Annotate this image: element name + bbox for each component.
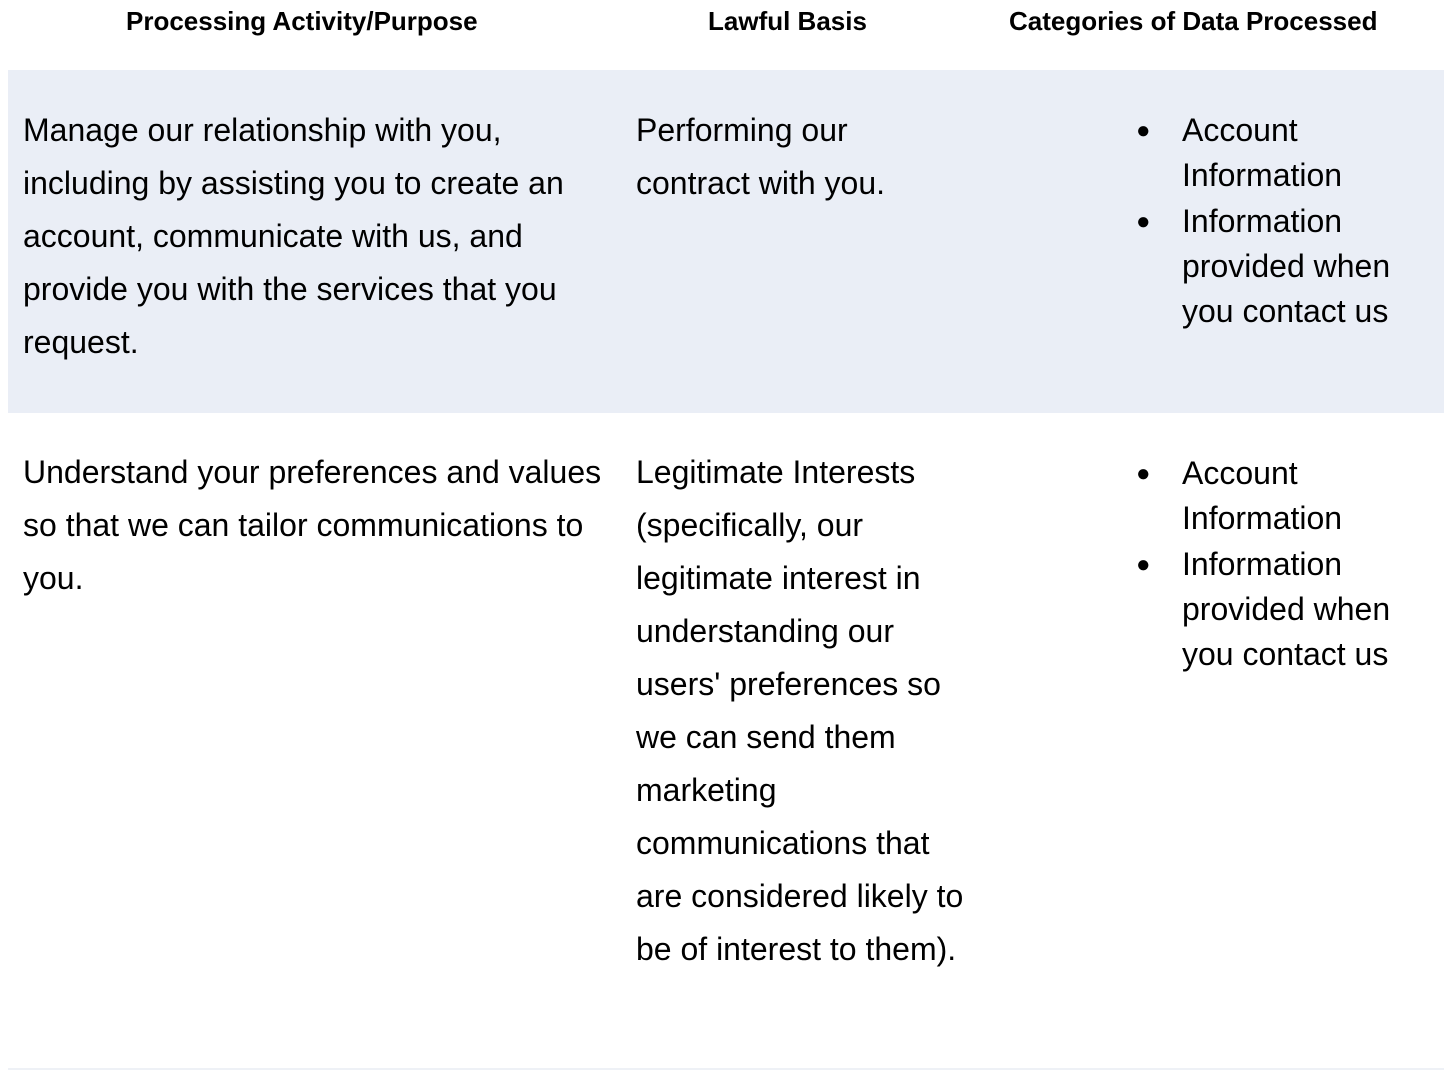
- row-divider: [8, 1068, 1444, 1070]
- lawful-basis-cell: Legitimate Interests (specifically, our legitimate interest in understanding our users' preferences so we can send them marketing communications that are considered likely to be of interest to them).: [636, 454, 964, 967]
- category-label: Account Information: [1182, 112, 1343, 193]
- list-item: [1118, 542, 1438, 677]
- header-processing-activity: Processing Activity/Purpose: [126, 6, 478, 36]
- activity-cell: Understand your preferences and values so that we can tailor communications to you.: [23, 454, 602, 596]
- header-lawful-basis: Lawful Basis: [708, 6, 867, 36]
- bullet-icon: ●: [1136, 117, 1151, 144]
- activity-cell: Manage our relationship with you, including by assisting you to create an account, communicate with us, and provide you with the services that you request.: [23, 112, 564, 360]
- category-label: Information provided when you contact us: [1182, 203, 1391, 329]
- bullet-icon: ●: [1136, 460, 1151, 487]
- categories-list: [1118, 108, 1438, 335]
- list-item: [1118, 451, 1438, 541]
- list-item: [1118, 199, 1438, 334]
- bullet-icon: ●: [1136, 208, 1151, 235]
- bullet-icon: ●: [1136, 551, 1151, 578]
- list-item: [1118, 108, 1438, 198]
- table-row: [8, 413, 1444, 1069]
- category-label: Information provided when you contact us: [1182, 546, 1391, 672]
- table-row: [8, 70, 1444, 413]
- category-label: Account Information: [1182, 455, 1343, 536]
- header-categories-of-data: Categories of Data Processed: [1009, 6, 1378, 36]
- table-header: [0, 0, 1444, 70]
- lawful-basis-cell: Performing our contract with you.: [636, 112, 885, 201]
- categories-list: [1118, 451, 1438, 678]
